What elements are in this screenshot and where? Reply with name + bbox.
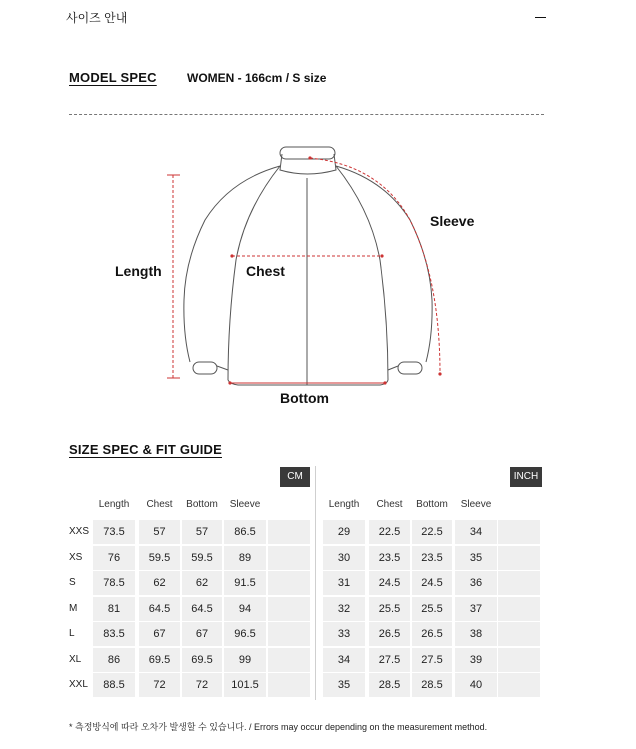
size-label: XXL <box>69 679 88 690</box>
table-cell: 76 <box>93 546 135 570</box>
column-header: Length <box>98 499 130 510</box>
table-cell: 57 <box>182 520 222 544</box>
table-cell: 62 <box>139 571 180 595</box>
measure-lines <box>167 158 440 383</box>
table-cell: 96.5 <box>224 622 266 646</box>
table-cell-empty <box>498 622 540 646</box>
table-cell: 99 <box>224 648 266 672</box>
table-divider <box>315 466 316 700</box>
size-label: XL <box>69 654 82 665</box>
table-cell-empty <box>498 673 540 697</box>
column-header: Sleeve <box>460 499 492 510</box>
table-cell-empty <box>268 648 310 672</box>
size-label: L <box>69 628 75 639</box>
table-cell: 27.5 <box>412 648 452 672</box>
table-cell: 72 <box>182 673 222 697</box>
table-cell-empty <box>268 622 310 646</box>
sleeve-label: Sleeve <box>430 213 475 229</box>
table-cell: 35 <box>323 673 365 697</box>
table-cell-empty <box>268 597 310 621</box>
table-cell: 28.5 <box>412 673 452 697</box>
table-cell: 88.5 <box>93 673 135 697</box>
table-cell: 89 <box>224 546 266 570</box>
table-cell: 26.5 <box>412 622 452 646</box>
table-cell: 24.5 <box>412 571 452 595</box>
table-cell: 23.5 <box>369 546 410 570</box>
table-cell-empty <box>268 520 310 544</box>
table-cell: 69.5 <box>139 648 180 672</box>
table-cell: 32 <box>323 597 365 621</box>
table-cell: 22.5 <box>369 520 410 544</box>
table-cell-empty <box>268 673 310 697</box>
column-header: Length <box>328 499 360 510</box>
table-cell: 25.5 <box>369 597 410 621</box>
table-cell: 86 <box>93 648 135 672</box>
table-cell-empty <box>498 648 540 672</box>
table-cell: 34 <box>323 648 365 672</box>
table-cell: 62 <box>182 571 222 595</box>
bottom-label: Bottom <box>280 390 329 406</box>
table-cell: 78.5 <box>93 571 135 595</box>
table-cell: 64.5 <box>182 597 222 621</box>
table-cell: 26.5 <box>369 622 410 646</box>
table-cell: 69.5 <box>182 648 222 672</box>
size-label: XXS <box>69 526 90 537</box>
column-header: Sleeve <box>229 499 261 510</box>
size-label: XS <box>69 552 83 563</box>
table-cell: 81 <box>93 597 135 621</box>
table-cell: 28.5 <box>369 673 410 697</box>
table-cell: 29 <box>323 520 365 544</box>
size-label: S <box>69 577 76 588</box>
table-cell: 35 <box>455 546 497 570</box>
table-cell-empty <box>498 597 540 621</box>
table-cell: 64.5 <box>139 597 180 621</box>
column-header: Chest <box>376 499 403 510</box>
table-cell: 27.5 <box>369 648 410 672</box>
table-cell: 33 <box>323 622 365 646</box>
table-cell: 31 <box>323 571 365 595</box>
footnote: * 측정방식에 따라 오차가 발생할 수 있습니다. / Errors may occur depending on the measurement method. <box>69 722 488 732</box>
table-cell: 30 <box>323 546 365 570</box>
table-cell-empty <box>498 571 540 595</box>
table-cell-empty <box>268 546 310 570</box>
table-cell-empty <box>498 520 540 544</box>
column-header: Chest <box>146 499 173 510</box>
table-cell: 24.5 <box>369 571 410 595</box>
table-cell-empty <box>498 546 540 570</box>
table-cell: 86.5 <box>224 520 266 544</box>
inch-unit-badge: INCH <box>510 467 542 487</box>
table-cell: 22.5 <box>412 520 452 544</box>
dashed-divider <box>69 114 544 115</box>
jacket-outline <box>184 147 432 385</box>
size-label: M <box>69 603 78 614</box>
table-cell: 25.5 <box>412 597 452 621</box>
collapse-icon[interactable] <box>535 17 546 18</box>
table-cell: 73.5 <box>93 520 135 544</box>
table-cell: 83.5 <box>93 622 135 646</box>
table-cell: 59.5 <box>139 546 180 570</box>
model-spec-value: WOMEN - 166cm / S size <box>187 71 327 85</box>
table-cell: 37 <box>455 597 497 621</box>
column-header: Bottom <box>186 499 218 510</box>
table-cell: 34 <box>455 520 497 544</box>
table-cell: 72 <box>139 673 180 697</box>
table-cell: 67 <box>182 622 222 646</box>
table-cell: 39 <box>455 648 497 672</box>
table-cell: 36 <box>455 571 497 595</box>
garment-diagram <box>0 130 636 420</box>
table-cell: 101.5 <box>224 673 266 697</box>
column-header: Bottom <box>416 499 448 510</box>
table-cell: 67 <box>139 622 180 646</box>
table-cell: 23.5 <box>412 546 452 570</box>
table-cell-empty <box>268 571 310 595</box>
size-spec-title: SIZE SPEC & FIT GUIDE <box>69 442 222 457</box>
chest-label: Chest <box>246 263 285 279</box>
table-cell: 38 <box>455 622 497 646</box>
table-cell: 59.5 <box>182 546 222 570</box>
table-cell: 94 <box>224 597 266 621</box>
cm-unit-badge: CM <box>280 467 310 487</box>
page-title: 사이즈 안내 <box>66 11 128 25</box>
table-cell: 40 <box>455 673 497 697</box>
table-cell: 91.5 <box>224 571 266 595</box>
model-spec-title: MODEL SPEC <box>69 70 157 85</box>
length-label: Length <box>115 263 162 279</box>
table-cell: 57 <box>139 520 180 544</box>
